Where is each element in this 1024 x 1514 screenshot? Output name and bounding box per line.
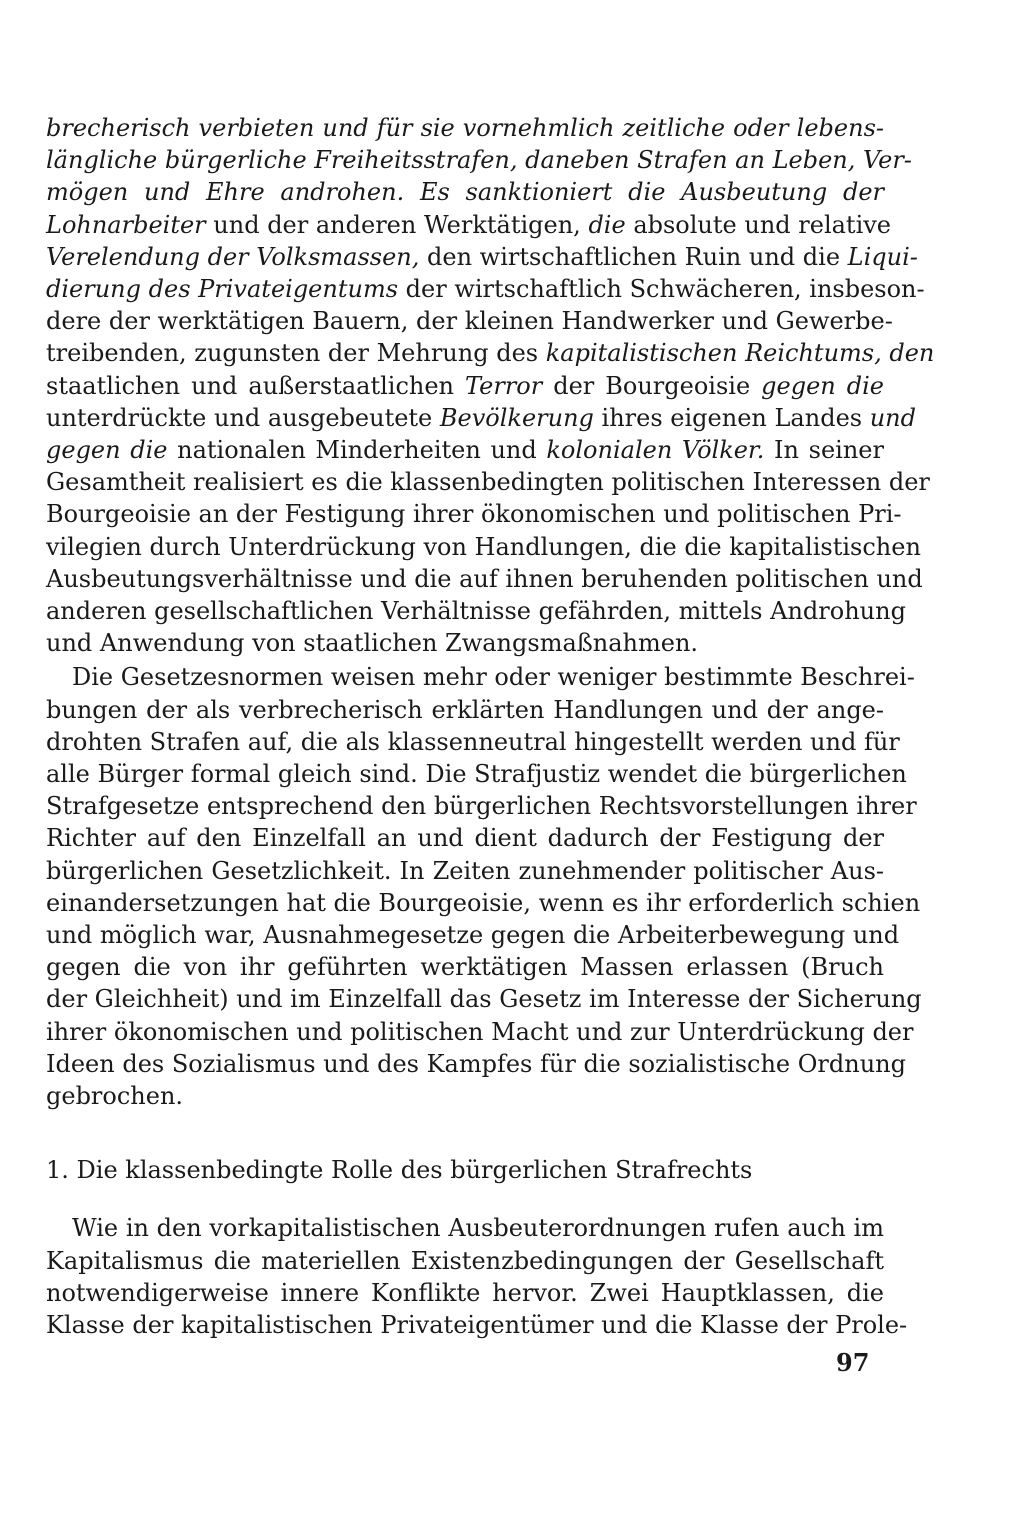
text-segment: vilegien durch Unterdrückung von Handlungen, die die kapitalistischen — [46, 532, 921, 561]
text-line — [46, 627, 884, 659]
emphasized-text: Terror — [465, 371, 543, 400]
text-line — [46, 209, 892, 241]
text-segment: bürgerlichen Gesetzlichkeit. In Zeiten zunehmender politischer Aus- — [46, 856, 884, 885]
text-line — [46, 983, 922, 1015]
text-segment: ihrer ökonomischen und politischen Macht und zur Unterdrückung der — [46, 1017, 914, 1046]
text-line — [46, 176, 884, 208]
text-segment: alle Bürger formal gleich sind. Die Strafjustiz wendet die bürgerlichen — [46, 760, 907, 789]
text-line — [46, 466, 930, 498]
text-line — [46, 273, 925, 305]
text-segment: Ausbeutungsverhältnisse und die auf ihnen beruhenden politischen und — [46, 564, 923, 593]
text-segment: Bourgeoisie an der Festigung ihrer ökonomischen und politischen Pri- — [46, 500, 902, 529]
text-line — [46, 1212, 884, 1244]
text-line — [46, 498, 902, 530]
emphasized-text: Lohnarbeiter — [46, 210, 206, 239]
text-line — [46, 1309, 908, 1341]
text-segment: gegen die von ihr geführten werktätigen Massen erlassen (Bruch — [46, 953, 884, 982]
text-segment: den wirtschaftlichen Ruin und die — [419, 242, 848, 271]
text-line — [46, 661, 915, 693]
text-segment: ihres eigenen Landes — [593, 403, 870, 432]
page-number: 97 — [836, 1348, 870, 1377]
paragraph-1 — [46, 112, 935, 659]
text-segment: notwendigerweise innere Konflikte hervor. Zwei Hauptklassen, die — [46, 1278, 884, 1307]
emphasized-text: gegen die — [761, 371, 885, 400]
text-line — [46, 951, 884, 983]
text-segment: In seiner — [764, 436, 884, 465]
emphasized-text: Verelendung der Volksmassen, — [46, 242, 420, 271]
section-heading: 1. Die klassenbedingte Rolle des bürgerlichen Strafrechts — [46, 1156, 753, 1185]
emphasized-text: dierung des Privateigentums — [46, 275, 399, 304]
text-line — [46, 1245, 884, 1277]
text-segment: Wie in den vorkapitalistischen Ausbeuterordnungen rufen auch im — [72, 1214, 884, 1243]
text-segment: Strafgesetze entsprechend den bürgerlichen Rechtsvorstellungen ihrer — [46, 792, 917, 821]
text-segment: und möglich war, Ausnahmegesetze gegen die Arbeiterbewegung und — [46, 921, 900, 950]
text-line — [46, 726, 900, 758]
text-segment: dere der werktätigen Bauern, der kleinen Handwerker und Gewerbe- — [46, 307, 893, 336]
text-line — [46, 1080, 884, 1112]
emphasized-text: gegen die — [46, 436, 168, 465]
text-segment: unterdrückte und ausgebeutete — [46, 403, 440, 432]
paragraph-3 — [46, 1212, 908, 1341]
emphasized-text: die — [588, 210, 626, 239]
text-segment: Kapitalismus die materiellen Existenzbedingungen der Gesellschaft — [46, 1246, 884, 1275]
emphasized-text: mögen und Ehre androhen. Es sanktioniert die Ausbeutung der — [46, 178, 884, 207]
text-line — [46, 337, 935, 369]
text-segment: drohten Strafen auf, die als klassenneutral hingestellt werden und für — [46, 727, 900, 756]
text-segment: Klasse der kapitalistischen Privateigentümer und die Klasse der Prole- — [46, 1310, 908, 1339]
text-segment: Ideen des Sozialismus und des Kampfes für die sozialistische Ordnung — [46, 1049, 906, 1078]
emphasized-text: Liqui- — [847, 242, 918, 271]
emphasized-text: brecherisch verbieten und für sie vornehmlich zeitliche oder lebens- — [46, 114, 884, 142]
text-segment: anderen gesellschaftlichen Verhältnisse gefährden, mittels Androhung — [46, 597, 906, 626]
text-segment: bungen der als verbrecherisch erklärten Handlungen und der ange- — [46, 695, 884, 724]
text-segment: der wirtschaftlich Schwächeren, insbeson- — [398, 275, 925, 304]
text-segment: Gesamtheit realisiert es die klassenbedingten politischen Interessen der — [46, 468, 930, 497]
text-segment: treibenden, zugunsten der Mehrung des — [46, 339, 546, 368]
text-line — [46, 694, 884, 726]
text-segment: der Bourgeoisie — [542, 371, 762, 400]
text-line — [46, 370, 884, 402]
text-line — [46, 1048, 906, 1080]
text-line — [46, 563, 923, 595]
text-line — [46, 1016, 914, 1048]
text-line — [46, 855, 884, 887]
text-line — [46, 919, 900, 951]
text-line — [46, 758, 907, 790]
text-line — [46, 241, 918, 273]
text-segment: und der anderen Werktätigen, — [205, 210, 589, 239]
text-line — [46, 434, 884, 466]
text-line — [46, 1277, 884, 1309]
page-body — [46, 112, 935, 1341]
text-segment: und Anwendung von staatlichen Zwangsmaßnahmen. — [46, 629, 699, 658]
text-line — [46, 595, 906, 627]
text-segment: absolute und relative — [625, 210, 892, 239]
emphasized-text: Bevölkerung — [439, 403, 594, 432]
text-line — [46, 144, 912, 176]
text-line — [46, 531, 921, 563]
paragraph-2 — [46, 661, 922, 1112]
text-line — [46, 112, 884, 144]
emphasized-text: kapitalistischen Reichtums, den — [545, 339, 935, 368]
text-segment: der Gleichheit) und im Einzelfall das Gesetz im Interesse der Sicherung — [46, 985, 922, 1014]
text-segment: gebrochen. — [46, 1082, 184, 1111]
text-segment: staatlichen und außerstaatlichen — [46, 371, 466, 400]
text-line — [46, 887, 921, 919]
text-segment: Die Gesetzesnormen weisen mehr oder weniger bestimmte Beschrei- — [72, 663, 915, 692]
text-line — [46, 790, 917, 822]
emphasized-text: und — [869, 403, 916, 432]
text-line — [46, 402, 916, 434]
text-line — [46, 822, 884, 854]
text-segment: einandersetzungen hat die Bourgeoisie, wenn es ihr erforderlich schien — [46, 888, 921, 917]
emphasized-text: längliche bürgerliche Freiheitsstrafen, daneben Strafen an Leben, Ver- — [46, 146, 912, 175]
text-segment: nationalen Minderheiten und — [167, 436, 547, 465]
text-line — [46, 305, 893, 337]
text-segment: Richter auf den Einzelfall an und dient dadurch der Festigung der — [46, 824, 884, 853]
emphasized-text: kolonialen Völker. — [546, 436, 765, 465]
